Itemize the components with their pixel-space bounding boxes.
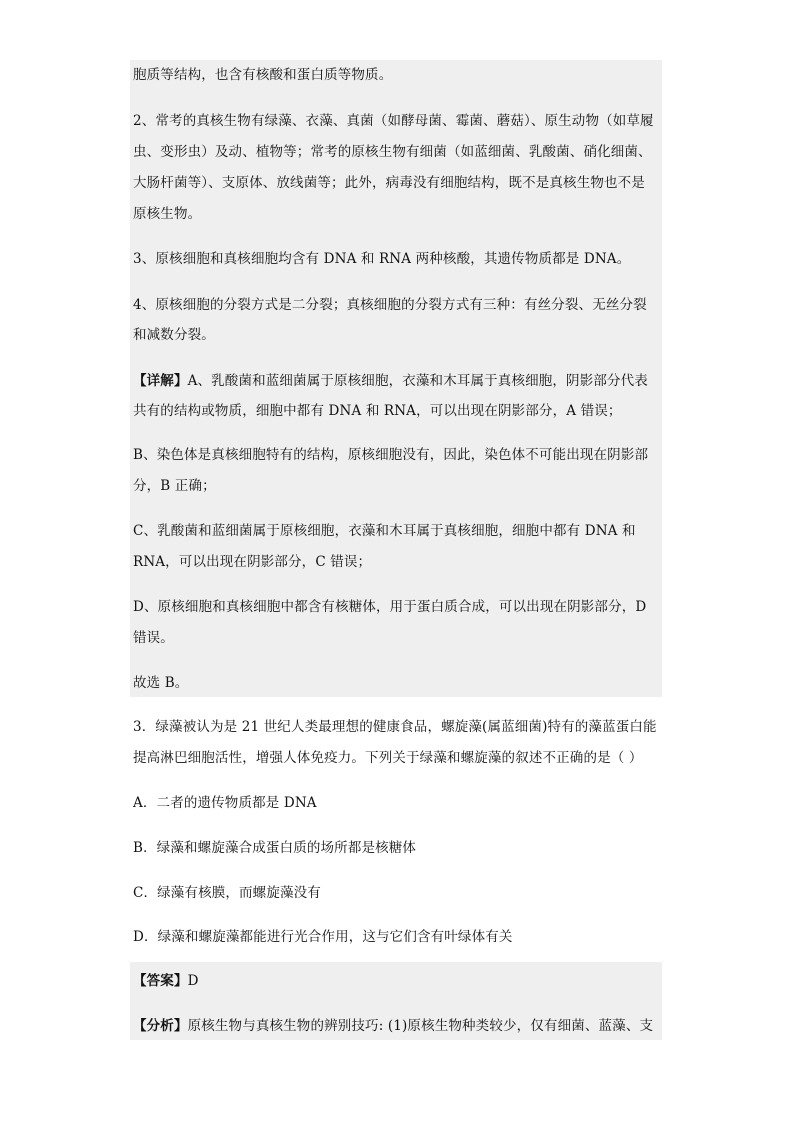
analysis-line: 和减数分裂。 <box>133 327 215 343</box>
detail-line: 错误。 <box>133 630 174 646</box>
analysis2-label: 【分析】 <box>133 1018 188 1034</box>
answer-value: D <box>187 973 199 989</box>
answer-line <box>133 972 199 990</box>
analysis-line: 大肠杆菌等）、支原体、放线菌等；此外，病毒没有细胞结构，既不是真核生物也不是 <box>133 175 645 191</box>
analysis-line: 2、常考的真核生物有绿藻、衣藻、真菌（如酵母菌、霉菌、蘑菇）、原生动物（如草履 <box>133 113 654 129</box>
analysis2-text: 原核生物与真核生物的辨别技巧: (1)原核生物种类较少，仅有细菌、蓝藻、支 <box>187 1018 654 1034</box>
detail-line: 共有的结构或物质，细胞中都有 DNA 和 RNA，可以出现在阴影部分，A 错误； <box>133 403 622 419</box>
analysis2-line <box>133 1017 653 1035</box>
question-stem: 3．绿藻被认为是 21 世纪人类最理想的健康食品，螺旋藻(属蓝细菌)特有的藻蓝蛋白能 <box>133 719 657 735</box>
question-stem: 提高淋巴细胞活性，增强人体免疫力。下列关于绿藻和螺旋藻的叙述不正确的是（ ） <box>133 750 643 766</box>
detail-line: D、原核细胞和真核细胞中都含有核糖体，用于蛋白质合成，可以出现在阴影部分，D <box>133 599 647 615</box>
analysis-line: 原核生物。 <box>133 206 202 222</box>
analysis-line: 3、原核细胞和真核细胞均含有 DNA 和 RNA 两种核酸，其遗传物质都是 DNA。 <box>133 251 631 267</box>
detail-text: A、乳酸菌和蓝细菌属于原核细胞，衣藻和木耳属于真核细胞，阴影部分代表 <box>187 373 648 389</box>
answer-label: 【答案】 <box>133 973 188 989</box>
option-b: B．绿藻和螺旋藻合成蛋白质的场所都是核糖体 <box>133 840 417 856</box>
detail-line: C、乳酸菌和蓝细菌属于原核细胞，衣藻和木耳属于真核细胞，细胞中都有 DNA 和 <box>133 523 636 539</box>
option-a: A．二者的遗传物质都是 DNA <box>133 795 317 811</box>
analysis-line: 4、原核细胞的分裂方式是二分裂；真核细胞的分裂方式有三种：有丝分裂、无丝分裂 <box>133 297 647 313</box>
detail-conclusion: 故选 B。 <box>133 675 189 691</box>
detail-line: B、染色体是真核细胞特有的结构，原核细胞没有，因此，染色体不可能出现在阴影部 <box>133 447 649 463</box>
option-c: C．绿藻有核膜，而螺旋藻没有 <box>133 885 321 901</box>
detail-label: 【详解】 <box>133 373 188 389</box>
analysis-line: 胞质等结构，也含有核酸和蛋白质等物质。 <box>133 67 393 83</box>
analysis-line: 虫、变形虫）及动、植物等；常考的原核生物有细菌（如蓝细菌、乳酸菌、硝化细菌、 <box>133 144 652 160</box>
detail-line: RNA，可以出现在阴影部分，C 错误； <box>133 554 372 570</box>
detail-line: 分，B 正确； <box>133 478 216 494</box>
option-d: D．绿藻和螺旋藻都能进行光合作用，这与它们含有叶绿体有关 <box>133 929 513 945</box>
detail-first-line <box>133 372 648 390</box>
